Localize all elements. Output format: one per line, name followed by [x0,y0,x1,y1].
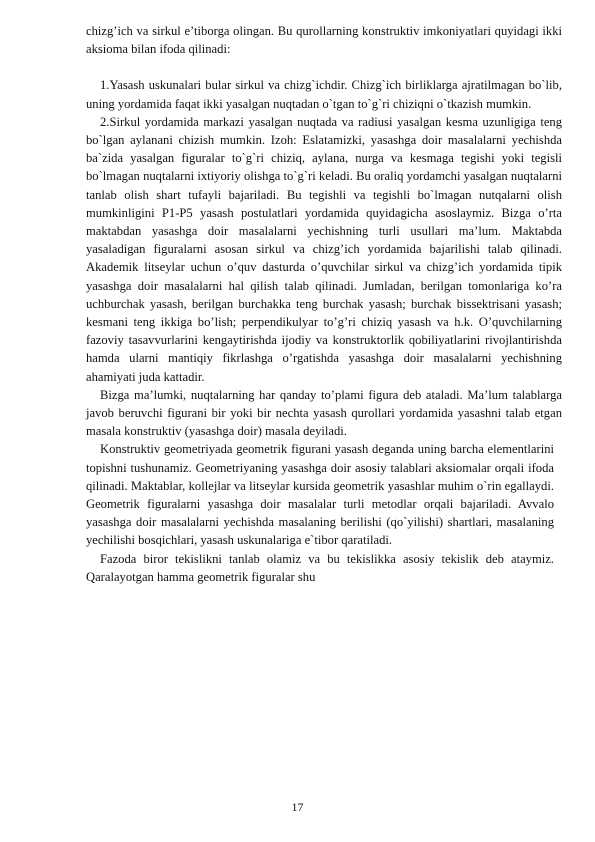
paragraph-figure-definition: Bizga ma’lumki, nuqtalarning har qanday to’plami figura deb ataladi. Ma’lum talablarga javob beruvchi figurani bir yoki bir nechta yasash qurollari yordamida yasashni talab etgan masala konstruktiv (yasashga doir) masala deyiladi. [86,387,562,439]
paragraph-axiom-1: 1.Yasash uskunalari bular sirkul va chizg`ichdir. Chizg`ich birliklarga ajratilmagan bo`lib, uning yordamida faqat ikki yasalgan nuqtadan o`tgan to`g`ri chiziqni o`tkazish mumkin. [86,78,562,111]
paragraph-spacer [86,58,562,76]
paragraph-intro: chizg’ich va sirkul e’tiborga olingan. Bu qurollarning konstruktiv imkoniyatlari quyidagi ikki aksioma bilan ifoda qilinadi: [86,24,562,57]
paragraph-base-plane: Fazoda biror tekislikni tanlab olamiz va bu tekislikka asosiy tekislik deb ataymiz. Qaralayotgan hamma geometrik figuralar shu [86,551,554,584]
page-number: 17 [291,800,304,814]
paragraph-axiom-2: 2.Sirkul yordamida markazi yasalgan nuqtada va radiusi yasalgan kesma uzunligiga teng bo`lgan aylanani chizish mumkin. Izoh: Eslatamizki, yasashga doir masalalarni yechishda ba`zida yasalgan figuralar to`g`ri chiziq, aylana, nurga va kesmaga tegishi yoki tegisli bo`lmagan nuqtalarni ixtiyoriy olishga to`g`ri keladi. Bu oraliq yordamchi yasalgan nuqtalarni tanlab olish shart tufayli bajariladi. Bu tegishli va tegishli bo`lmagan nutqalarni olish mumkinligini P1-P5 yasash postulatlari yordamida quyidagicha asoslaymiz. Bizga o’rta maktabdan yasashga doir masalalarni yechishning turli usullari ma’lum. Maktabda yasaladigan figuralarni asosan sirkul va chizg’ich yordamida bajarilishi talab qilinadi. Akademik litseylar uchun o’quv dasturda o’quvchilar sirkul va chizg’ich yordamida tipik yasashga doir masalalarni hal qilish talab qilinadi. Jumladan, berilgan tomonlariga ko’ra uchburchak yasash, berilgan burchakka teng burchak yasash; burchak bissektrisani yasash; kesmani teng ikkiga bo’lish; perpendikulyar to’g’ri chiziq yasash va h.k. O’quvchilarning fazoviy tasavvurlarini kengaytirishda ijodiy va konstruktorlik qobiliyatlarini rivojlantirishda hamda ularni mantiqiy fikrlashga o’rgatishda yasashga doir masalalarni yechishning ahamiyati juda kattadir. [86,114,562,384]
document-page [86,22,562,586]
paragraph-constructive-geometry: Konstruktiv geometriyada geometrik figurani yasash deganda uning barcha elementlarini topishni tushunamiz. Geometriyaning yasashga doir asosiy talablari aksiomalar orqali ifoda qilinadi. Maktablar, kollejlar va litseylar kursida geometrik yasashlar muhim o`rin egallaydi. Geometrik figuralarni yasashga doir masalalar turli metodlar orqali bajariladi. Avvalo yasashga doir masalalarni yechishda masalaning berilishi (qo`yilishi) shartlari, masalaning yechilishi bosqichlari, yasash uskunalariga e`tibor qaratiladi. [86,442,554,548]
